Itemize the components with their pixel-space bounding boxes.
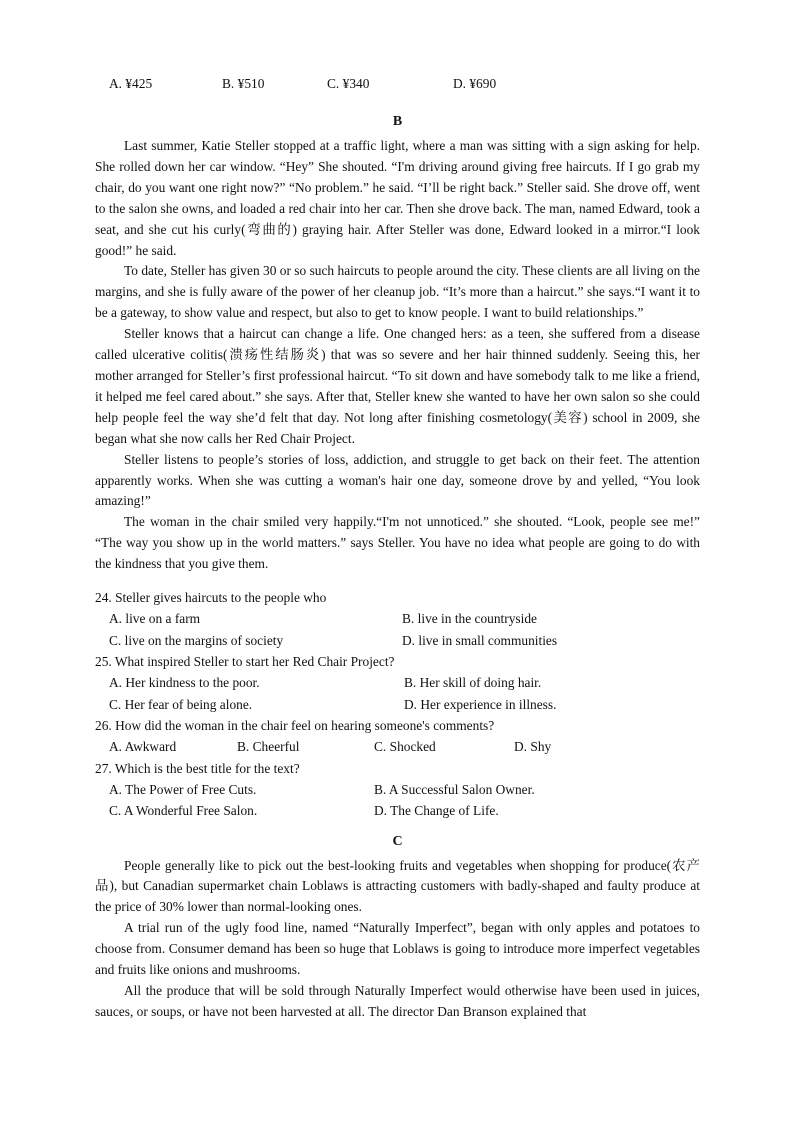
option-row — [95, 608, 700, 630]
passage-c — [95, 856, 700, 1023]
option-b[interactable]: B. Cheerful — [237, 739, 300, 755]
option-d[interactable]: D. ¥690 — [453, 76, 497, 91]
paragraph: All the produce that will be sold through Naturally Imperfect would otherwise have been used in juices, sauces, or soups, or have not been harvested at all. The director Dan Branson explained that — [95, 982, 700, 1019]
option-c[interactable]: C. ¥340 — [327, 76, 370, 91]
question-stem: 24. Steller gives haircuts to the people who — [95, 590, 327, 606]
option-row — [95, 630, 700, 652]
option-b[interactable]: B. Her skill of doing hair. — [404, 675, 542, 691]
option-c[interactable]: C. Shocked — [374, 739, 436, 755]
option-a[interactable]: A. ¥425 — [109, 76, 153, 91]
paragraph: A trial run of the ugly food line, named “Naturally Imperfect”, began with only apples and potatoes to choose from. Consumer demand has been so huge that Loblaws is going to introduce more imperfect vegetables and fruits like onions and mushrooms. — [95, 920, 700, 978]
option-row — [95, 672, 700, 694]
option-row — [95, 800, 700, 822]
paragraph: People generally like to pick out the best-looking fruits and vegetables when shopping for produce(农产品), but Canadian supermarket chain Loblaws is attracting customers with badly-shaped and faulty produce at the price of 30% lower than normal-looking ones. — [95, 857, 700, 915]
section-heading-c: C — [392, 833, 403, 849]
option-b[interactable]: B. ¥510 — [222, 76, 265, 91]
option-c[interactable]: C. Her fear of being alone. — [109, 696, 253, 712]
option-a[interactable]: A. Her kindness to the poor. — [109, 675, 260, 691]
previous-question-options — [95, 76, 700, 96]
option-a[interactable]: A. Awkward — [109, 739, 177, 755]
option-d[interactable]: D. live in small communities — [402, 632, 558, 648]
option-row — [95, 736, 700, 758]
question-stem: 25. What inspired Steller to start her Red Chair Project? — [95, 654, 395, 670]
option-d[interactable]: D. The Change of Life. — [374, 803, 499, 819]
question-stem: 26. How did the woman in the chair feel on hearing someone's comments? — [95, 718, 495, 734]
option-row — [95, 779, 700, 801]
section-heading-b: B — [392, 114, 403, 129]
paragraph: To date, Steller has given 30 or so such haircuts to people around the city. These clients are all living on the margins, and she is fully aware of the power of her cleanup job. “It’s more than a haircut.” she says.“I want it to be a gateway, to show value and respect, but also to get to know people. I want to build relationships.” — [95, 263, 700, 321]
question-stem: 27. Which is the best title for the text? — [95, 760, 300, 776]
passage-b — [95, 136, 700, 575]
option-a[interactable]: A. The Power of Free Cuts. — [109, 781, 257, 797]
option-c[interactable]: C. live on the margins of society — [109, 632, 284, 648]
option-b[interactable]: B. A Successful Salon Owner. — [374, 781, 535, 797]
paragraph: Steller listens to people’s stories of loss, addiction, and struggle to get back on their feet. The attention apparently works. When she was cutting a woman's hair one day, someone drove by and yelled, “You look amazing!” — [95, 451, 700, 509]
option-row — [95, 694, 700, 716]
option-d[interactable]: D. Shy — [514, 739, 552, 755]
paragraph: The woman in the chair smiled very happily.“I'm not unnoticed.” she shouted. “Look, people see me!” “The way you show up in the world matters.” says Steller. You have no idea what people are going to do with the kindness that you give them. — [95, 514, 700, 572]
option-a[interactable]: A. live on a farm — [109, 611, 201, 627]
questions — [95, 587, 700, 822]
paragraph: Last summer, Katie Steller stopped at a traffic light, where a man was sitting with a sign asking for help. She rolled down her car window. “Hey” She shouted. “I'm driving around giving free haircuts. If I go grab my chair, do you want one right now?” “No problem.” he said. “I’ll be right back.” Steller said. She drove off, went to the salon she owns, and loaded a red chair into her car. Then she drove back. The man, named Edward, took a seat, and she cut his curly(弯曲的) graying hair. After Steller was done, Edward looked in a mirror.“I look good!” he said. — [95, 138, 700, 258]
exam-page — [95, 76, 700, 1023]
option-c[interactable]: C. A Wonderful Free Salon. — [109, 803, 258, 819]
option-b[interactable]: B. live in the countryside — [402, 611, 537, 627]
paragraph: Steller knows that a haircut can change a life. One changed hers: as a teen, she suffered from a disease called ulcerative colitis(溃疡性结肠炎) that was so severe and her hair thinned suddenly. Seeing this, her mother arranged for Steller’s first professional haircut. “To sit down and have somebody talk to me like a friend, it helped me feel cared about.” she says. After that, Steller knew she wanted to have her own salon so she could help people feel the way she’d felt that day. Not long after finishing cosmetology(美容) school in 2009, she began what she now calls her Red Chair Project. — [95, 326, 700, 446]
option-d[interactable]: D. Her experience in illness. — [404, 696, 557, 712]
